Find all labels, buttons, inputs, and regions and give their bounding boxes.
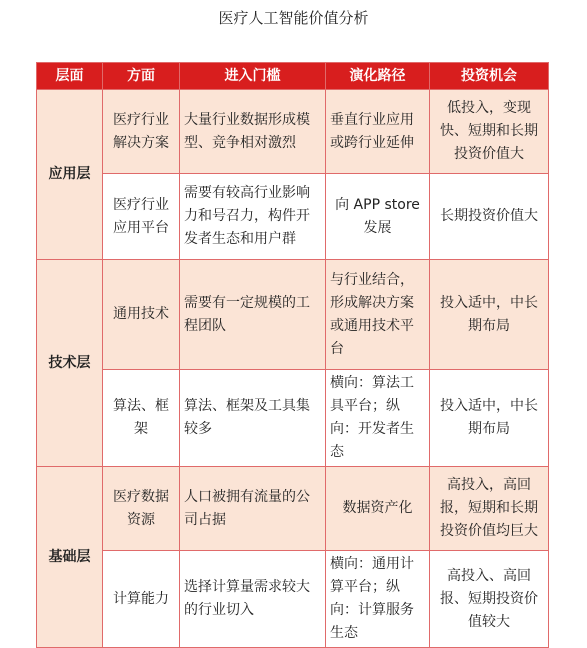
table-row: [37, 174, 549, 260]
cell-evolution: 横向：通用计算平台；纵向：计算服务生态: [326, 551, 430, 648]
cell-opportunity: 低投入，变现快、短期和长期投资价值大: [430, 90, 549, 174]
table-row: [37, 370, 549, 467]
layer-foundation: 基础层: [37, 467, 103, 648]
header-opportunity: 投资机会: [430, 63, 549, 90]
header-barrier: 进入门槛: [180, 63, 326, 90]
cell-evolution: 数据资产化: [326, 467, 430, 551]
table-row: [37, 551, 549, 648]
cell-barrier: 需要有一定规模的工程团队: [180, 260, 326, 370]
cell-aspect: 医疗行业解决方案: [103, 90, 180, 174]
header-layer: 层面: [37, 63, 103, 90]
layer-technology: 技术层: [37, 260, 103, 467]
cell-aspect: 算法、框架: [103, 370, 180, 467]
cell-barrier: 算法、框架及工具集较多: [180, 370, 326, 467]
cell-barrier: 大量行业数据形成模型、竞争相对激烈: [180, 90, 326, 174]
cell-barrier: 人口被拥有流量的公司占据: [180, 467, 326, 551]
cell-evolution: 垂直行业应用或跨行业延伸: [326, 90, 430, 174]
header-aspect: 方面: [103, 63, 180, 90]
cell-evolution: 与行业结合，形成解决方案或通用技术平台: [326, 260, 430, 370]
cell-aspect: 计算能力: [103, 551, 180, 648]
table-row: [37, 467, 549, 551]
cell-opportunity: 投入适中，中长期布局: [430, 260, 549, 370]
table-row: [37, 260, 549, 370]
header-evolution: 演化路径: [326, 63, 430, 90]
cell-aspect: 医疗行业应用平台: [103, 174, 180, 260]
cell-opportunity: 高投入，高回报，短期和长期投资价值均巨大: [430, 467, 549, 551]
value-analysis-table: [36, 62, 549, 648]
cell-aspect: 医疗数据资源: [103, 467, 180, 551]
cell-opportunity: 高投入、高回报、短期投资价值较大: [430, 551, 549, 648]
cell-opportunity: 长期投资价值大: [430, 174, 549, 260]
cell-evolution: 向 APP store 发展: [326, 174, 430, 260]
cell-aspect: 通用技术: [103, 260, 180, 370]
page-title: 医疗人工智能价值分析: [218, 9, 369, 27]
layer-application: 应用层: [37, 90, 103, 260]
cell-barrier: 需要有较高行业影响力和号召力，构件开发者生态和用户群: [180, 174, 326, 260]
cell-evolution: 横向：算法工具平台；纵向：开发者生态: [326, 370, 430, 467]
cell-barrier: 选择计算量需求较大的行业切入: [180, 551, 326, 648]
table-row: [37, 90, 549, 174]
table-header-row: [37, 63, 549, 90]
cell-opportunity: 投入适中，中长期布局: [430, 370, 549, 467]
